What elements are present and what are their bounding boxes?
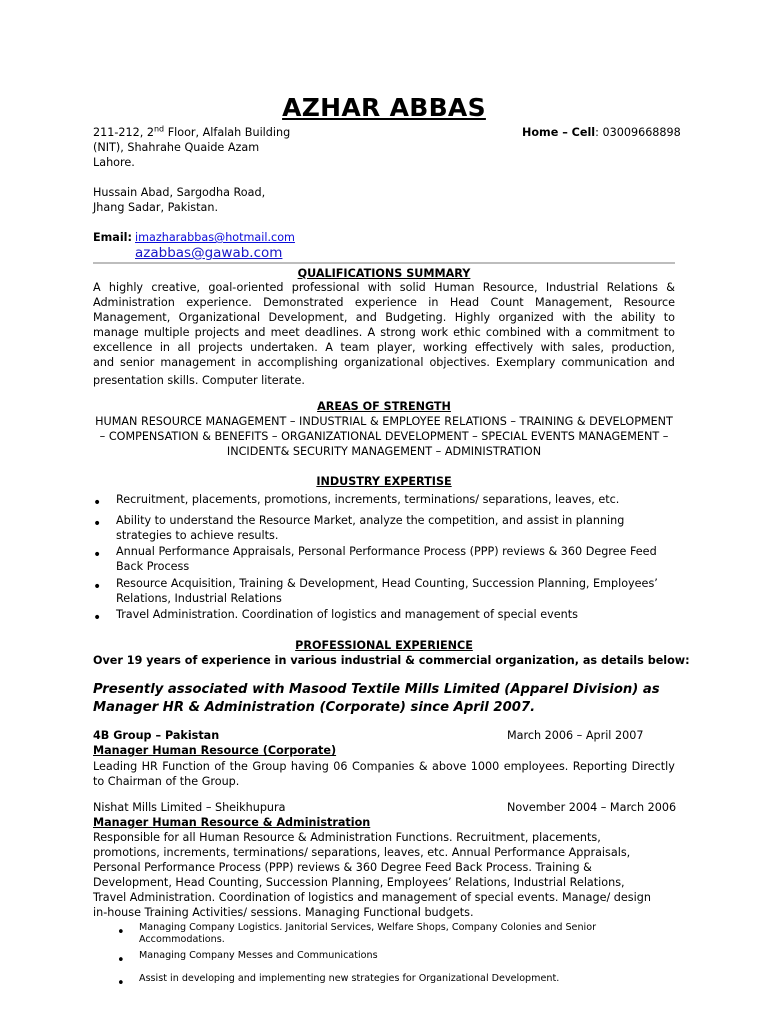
word: sales, (571, 341, 604, 354)
word: Group (252, 760, 287, 773)
word: with (367, 281, 392, 294)
word: commitment (587, 326, 659, 339)
word: highly (108, 281, 144, 294)
current-position: Presently associated with Masood Textile Mills Limited (Apparel Division) as Manager HR & Administration (Corporate) since April 2007. (93, 682, 660, 715)
bullet-icon: • (93, 495, 102, 511)
job-description-line (93, 759, 675, 774)
word: creative, (151, 281, 201, 294)
word: senior (120, 356, 155, 369)
bullet-icon: • (117, 925, 125, 940)
strength-line: – COMPENSATION & BENEFITS – ORGANIZATIONAL DEVELOPMENT – SPECIAL EVENTS MANAGEMENT – (99, 430, 669, 443)
word: in (428, 296, 439, 309)
word: having (290, 760, 329, 773)
word: effectively (474, 341, 534, 354)
word: Resource (623, 296, 675, 309)
word: A (325, 341, 333, 354)
job-title: Manager Human Resource (Corporate) (93, 744, 337, 757)
strength-list (93, 414, 675, 459)
qualifications-paragraph (93, 280, 675, 388)
word: Companies (351, 760, 415, 773)
word: Budgeting. (385, 311, 447, 324)
word: with (540, 341, 565, 354)
job-dates: November 2004 – March 2006 (507, 801, 677, 814)
word: deadlines. (304, 326, 363, 339)
phone-label: Home – Cell (522, 126, 596, 139)
word: and (244, 326, 266, 339)
candidate-name: AZHAR ABBAS (282, 93, 486, 122)
section-divider (93, 262, 675, 264)
job-description-line: promotions, increments, terminations/ separations, leaves, etc. Annual Performance Appraisals, (93, 846, 631, 859)
word: with (562, 311, 586, 324)
word: with (546, 326, 570, 339)
word: A (93, 281, 101, 294)
word: Relations (606, 281, 658, 294)
word: Leading (93, 760, 138, 773)
word: ability (621, 311, 656, 324)
word: & (666, 281, 675, 294)
word: Function (162, 760, 210, 773)
job-description-line: Personal Performance Process (PPP) reviews & 360 Degree Feed Back Process. Training & (93, 861, 592, 874)
resume-page: AZHAR ABBAS 211-212, 2nd Floor, Alfalah Building (NIT), Shahrahe Quaide Azam Lahore. Hussain Abad, Sargodha Road, Jhang Sadar, Pakistan. Home – Cell: 03009668898 Email: imazharabbas@hotmail.com azabbas@gawab.com QUALIFICATIONS SUMMARY A highly creative, goal-oriented professional with solid Human Resource, Industrial Relations & Administration experience. Demonstrated experience in Head Count Management, Resource Management, Organizational Development, and Budgeting. Highly organized with the ability to manage multiple projects and meet deadlines. A strong work ethic combined with a commitment to excellence in all projects undertaken. A team player, working effectively with sales, production, and senior management in accomplishing organizational objectives. Exemplary communication and presentation skills. Computer literate. AREAS OF STRENGTH HUMAN RESOURCE MANAGEMENT – INDUSTRIAL & EMPLOYEE RELATIONS – TRAINING & DEVELOPMENT – COMPENSATION & BENEFITS – ORGANIZATIONAL DEVELOPMENT – SPECIAL EVENTS MANAGEMENT – INCIDENT& SECURITY MANAGEMENT – ADMINISTRATION INDUSTRY EXPERTISE • Recruitment, placements, promotions, increments, terminations/ separations, leaves, etc. • Ability to understand the Resource Market, analyze the competition, and assist in planning strategies to achieve results. • Annual Performance Appraisals, Personal Performance Process (PPP) reviews & 360 Degree Feed Back Process • Resource Acquisition, Training & Development, Head Counting, Succession Planning, Employees’ Relations, Industrial Relations • Travel Administration. Coordination of logistics and management of special events PROFESSIONAL EXPERIENCE Over 19 years of experience in various industrial & commercial organization, as details below: Presently associated with Masood Textile Mills Limited (Apparel Division) as Manager HR & Administration (Corporate) since April 2007. 4B Group – Pakistan March 2006 – April 2007 Manager Human Resource (Corporate) Leading HR Function of the Group having 06 Companies & above 1000 employees. Reporting Directly to Chairman of the Group. Nishat Mills Limited – Sheikhupura November 2004 – March 2006 Manager Human Resource & Administration Responsible for all Human Resource & Administration Functions. Recruitment, placements, promotions, increments, terminations/ separations, leaves, etc. Annual Performance Appraisals, Personal Performance Process (PPP) reviews & 360 Degree Feed Back Process. Training & Development, Head Counting, Succession Planning, Employees’ Relations, Industrial Relations, Travel Administration. Coordination of logistics and management of special events. Manage/ design in-house Training Activities/ sessions. Managing Functional budgets. • Managing Company Logistics. Janitorial Services, Welfare Shops, Company Colonies and Senior Accommodations. • Managing Company Messes and Communications • Assist in developing and implementing new strategies for Organizational Development. (0, 0, 768, 1024)
word: production, (611, 341, 675, 354)
word: excellence (93, 341, 153, 354)
word: Organizational (178, 311, 261, 324)
job-company: Nishat Mills Limited – Sheikhupura (93, 801, 286, 814)
experience-heading: PROFESSIONAL EXPERIENCE (295, 639, 473, 652)
email-label: Email: (93, 231, 132, 244)
word: experience (354, 296, 417, 309)
phone-number: 03009668898 (602, 126, 681, 139)
word: A (367, 326, 376, 339)
word: working (423, 341, 468, 354)
word: and (93, 356, 115, 369)
word: Management, (535, 296, 613, 309)
strength-line: INCIDENT& SECURITY MANAGEMENT – ADMINISTRATION (226, 445, 542, 458)
job-title: Manager Human Resource & Administration (93, 816, 371, 829)
qualifications-line-last: presentation skills. Computer literate. (93, 374, 305, 387)
word: Count (490, 296, 524, 309)
word: Development, (268, 311, 348, 324)
word: solid (399, 281, 426, 294)
qualifications-line (93, 295, 675, 310)
bullet-icon: • (117, 953, 125, 968)
job-description-line: in-house Training Activities/ sessions. Managing Functional budgets. (93, 906, 474, 919)
word: and (355, 311, 377, 324)
word: in (159, 341, 171, 354)
word: professional (291, 281, 360, 294)
word: to (663, 311, 675, 324)
word: 06 (333, 760, 348, 773)
address-block (93, 125, 393, 215)
qualifications-line (93, 355, 675, 370)
word: Directly (631, 760, 675, 773)
word: Industrial (545, 281, 599, 294)
word: the (594, 311, 613, 324)
word: experience. (186, 296, 252, 309)
word: multiple (143, 326, 190, 339)
word: HR (141, 760, 158, 773)
experience-summary: Over 19 years of experience in various industrial & commercial organization, as details below: (93, 654, 690, 667)
word: work (420, 326, 449, 339)
job-description (93, 830, 675, 920)
job-description-line: to Chairman of the Group. (93, 775, 240, 788)
qualifications-heading: QUALIFICATIONS SUMMARY (297, 267, 471, 280)
word: Exemplary (495, 356, 556, 369)
word: ethic (453, 326, 481, 339)
address-line-4: Hussain Abad, Sargodha Road, (93, 186, 266, 199)
word: communication (561, 356, 648, 369)
phone-line: Home – Cell: 03009668898 (522, 126, 681, 139)
word: & (418, 760, 428, 773)
qualifications-line (93, 340, 675, 355)
word: the (229, 760, 248, 773)
industry-heading: INDUSTRY EXPERTISE (316, 475, 452, 488)
email-link-primary[interactable]: imazharabbas@hotmail.com (135, 231, 295, 244)
word: all (177, 341, 191, 354)
word: undertaken. (250, 341, 318, 354)
job-company: 4B Group – Pakistan (93, 729, 220, 742)
word: of (214, 760, 226, 773)
word: management (160, 356, 236, 369)
word: strong (380, 326, 416, 339)
word: in (241, 356, 252, 369)
strength-line: HUMAN RESOURCE MANAGEMENT – INDUSTRIAL & EMPLOYEE RELATIONS – TRAINING & DEVELOPMENT (95, 415, 673, 428)
word: projects (198, 341, 243, 354)
word: Human (434, 281, 475, 294)
word: player, (376, 341, 416, 354)
word: Highly (454, 311, 491, 324)
word: objectives. (429, 356, 490, 369)
word: a (575, 326, 582, 339)
qualifications-line (93, 280, 675, 295)
word: Head (449, 296, 480, 309)
word: organizational (343, 356, 424, 369)
word: combined (485, 326, 542, 339)
bullet-icon: • (93, 579, 102, 595)
job-description-line: Development, Head Counting, Succession Planning, Employees’ Relations, Industrial Relations, (93, 876, 625, 889)
word: and (653, 356, 675, 369)
address-line-2: (NIT), Shahrahe Quaide Azam (93, 141, 260, 154)
word: 1000 (470, 760, 500, 773)
word: manage (93, 326, 139, 339)
word: Administration (93, 296, 175, 309)
strength-heading: AREAS OF STRENGTH (317, 400, 451, 413)
word: Demonstrated (263, 296, 344, 309)
job-description (93, 759, 675, 789)
word: accomplishing (257, 356, 338, 369)
qualifications-line (93, 325, 675, 340)
word: projects (194, 326, 240, 339)
qualifications-line (93, 310, 675, 325)
job-dates: March 2006 – April 2007 (507, 729, 644, 742)
email-link-secondary[interactable]: azabbas@gawab.com (135, 245, 283, 261)
word: Management, (93, 311, 171, 324)
bullet-icon: • (93, 547, 102, 563)
word: Resource, (482, 281, 538, 294)
word: meet (270, 326, 300, 339)
bullet-icon: • (93, 610, 102, 626)
word: employees. (503, 760, 569, 773)
word: organized (498, 311, 554, 324)
word: Reporting (572, 760, 628, 773)
address-line-1: 211-212, 2nd Floor, Alfalah Building (93, 124, 291, 139)
job-description-line: Travel Administration. Coordination of logistics and management of special events. Manage/ design (93, 891, 651, 904)
word: goal-oriented (208, 281, 284, 294)
word: team (340, 341, 370, 354)
word: above (432, 760, 467, 773)
job-description-line: Responsible for all Human Resource & Administration Functions. Recruitment, placements, (93, 831, 601, 844)
bullet-icon: • (93, 516, 102, 532)
address-line-5: Jhang Sadar, Pakistan. (93, 201, 219, 214)
bullet-icon: • (117, 976, 125, 991)
address-line-3: Lahore. (93, 156, 135, 169)
word: to (663, 326, 675, 339)
